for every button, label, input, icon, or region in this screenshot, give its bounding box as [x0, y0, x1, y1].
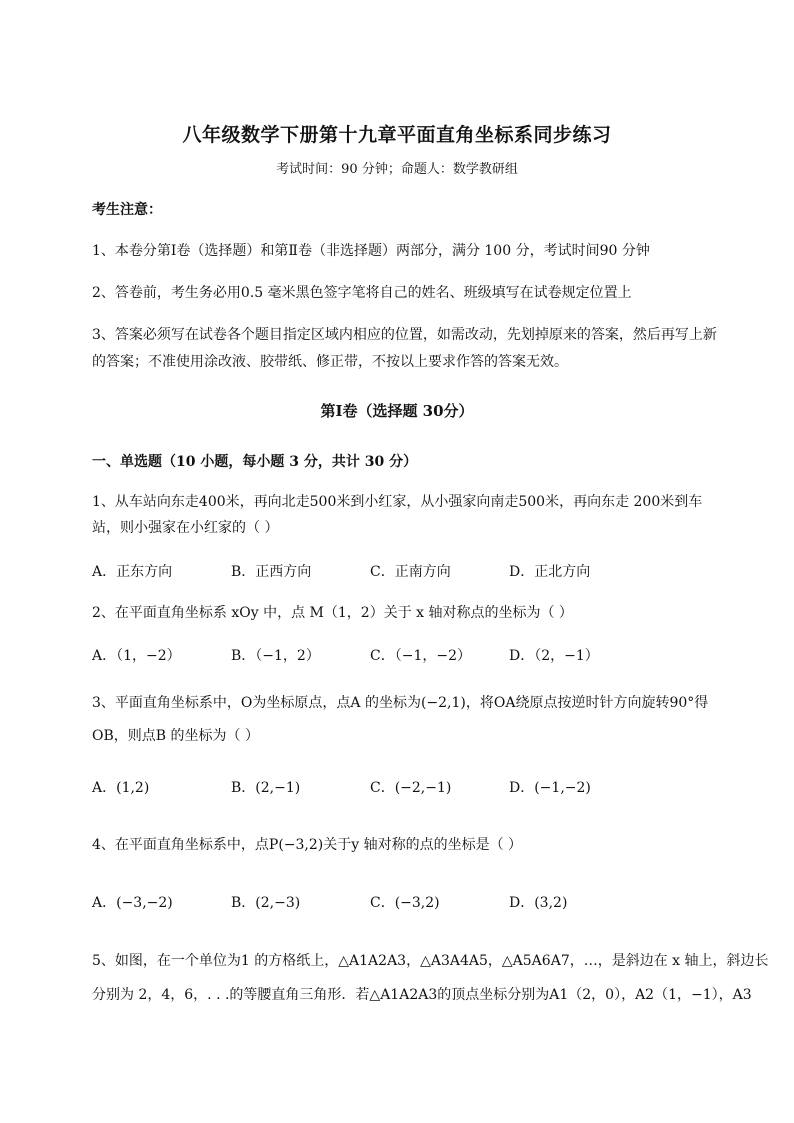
question-1-option-c[interactable]: C．正南方向: [370, 564, 451, 580]
question-2-option-d[interactable]: D．（2，−1）: [509, 648, 599, 664]
question-5-line-2: 分别为 2，4，6，. . .的等腰直角三角形．若△A1A2A3的顶点坐标分别为A1（2，0），A2（1，−1），A3: [92, 987, 752, 1003]
page-title: 八年级数学下册第十九章平面直角坐标系同步练习: [182, 124, 612, 146]
question-3-option-a[interactable]: A．(1,2): [92, 780, 150, 796]
question-2-option-b[interactable]: B．（−1，2）: [231, 648, 320, 664]
notice-heading: 考生注意：: [92, 202, 162, 218]
question-4-option-a[interactable]: A．(−3,−2): [92, 895, 173, 911]
question-2-option-c[interactable]: C．（−1，−2）: [370, 648, 471, 664]
question-1-line-1: 1、从车站向东走400米，再向北走500米到小红家，从小强家向南走500米，再向东走 200米到车: [92, 494, 703, 510]
notice-item-3: 3、答案必须写在试卷各个题目指定区域内相应的位置，如需改动，先划掉原来的答案，然后再写上新: [92, 327, 717, 343]
question-3-option-c[interactable]: C．(−2,−1): [370, 780, 452, 796]
question-3-line-1: 3、平面直角坐标系中，O为坐标原点，点A 的坐标为(−2,1)，将OA绕原点按逆时针方向旋转90°得: [92, 695, 709, 711]
part-heading: 一、单选题（10 小题，每小题 3 分，共计 30 分）: [92, 454, 418, 470]
question-3-option-d[interactable]: D．(−1,−2): [509, 780, 591, 796]
notice-item-3-cont: 的答案；不准使用涂改液、胶带纸、修正带，不按以上要求作答的答案无效。: [92, 354, 568, 370]
question-2-option-a[interactable]: A．（1，−2）: [92, 648, 181, 664]
question-1-line-2: 站，则小强家在小红家的（ ）: [92, 520, 279, 536]
notice-item-2: 2、答卷前，考生务必用0.5 毫米黑色签字笔将自己的姓名、班级填写在试卷规定位置上: [92, 285, 632, 301]
question-4-option-d[interactable]: D．(3,2): [509, 895, 568, 911]
question-4-option-b[interactable]: B．(2,−3): [231, 895, 301, 911]
notice-item-1: 1、本卷分第Ⅰ卷（选择题）和第Ⅱ卷（非选择题）两部分，满分 100 分，考试时间90 分钟: [92, 243, 650, 259]
question-3-line-2: OB，则点B 的坐标为（ ）: [92, 728, 259, 744]
exam-info: 考试时间：90 分钟；命题人：数学教研组: [276, 162, 518, 177]
question-3-option-b[interactable]: B．(2,−1): [231, 780, 301, 796]
question-4-option-c[interactable]: C．(−3,2): [370, 895, 440, 911]
question-5-line-1: 5、如图，在一个单位为1 的方格纸上，△A1A2A3，△A3A4A5，△A5A6A7，…，是斜边在 x 轴上，斜边长: [92, 953, 769, 969]
question-1-option-b[interactable]: B．正西方向: [231, 564, 312, 580]
question-1-option-a[interactable]: A．正东方向: [92, 564, 173, 580]
question-4-line-1: 4、在平面直角坐标系中，点P(−3,2)关于y 轴对称的点的坐标是（ ）: [92, 837, 523, 853]
question-1-option-d[interactable]: D．正北方向: [509, 564, 591, 580]
section-title: 第Ⅰ卷（选择题 30分）: [320, 402, 474, 420]
question-2-line-1: 2、在平面直角坐标系 xOy 中，点 M（1，2）关于 x 轴对称点的坐标为（ ）: [92, 605, 573, 621]
